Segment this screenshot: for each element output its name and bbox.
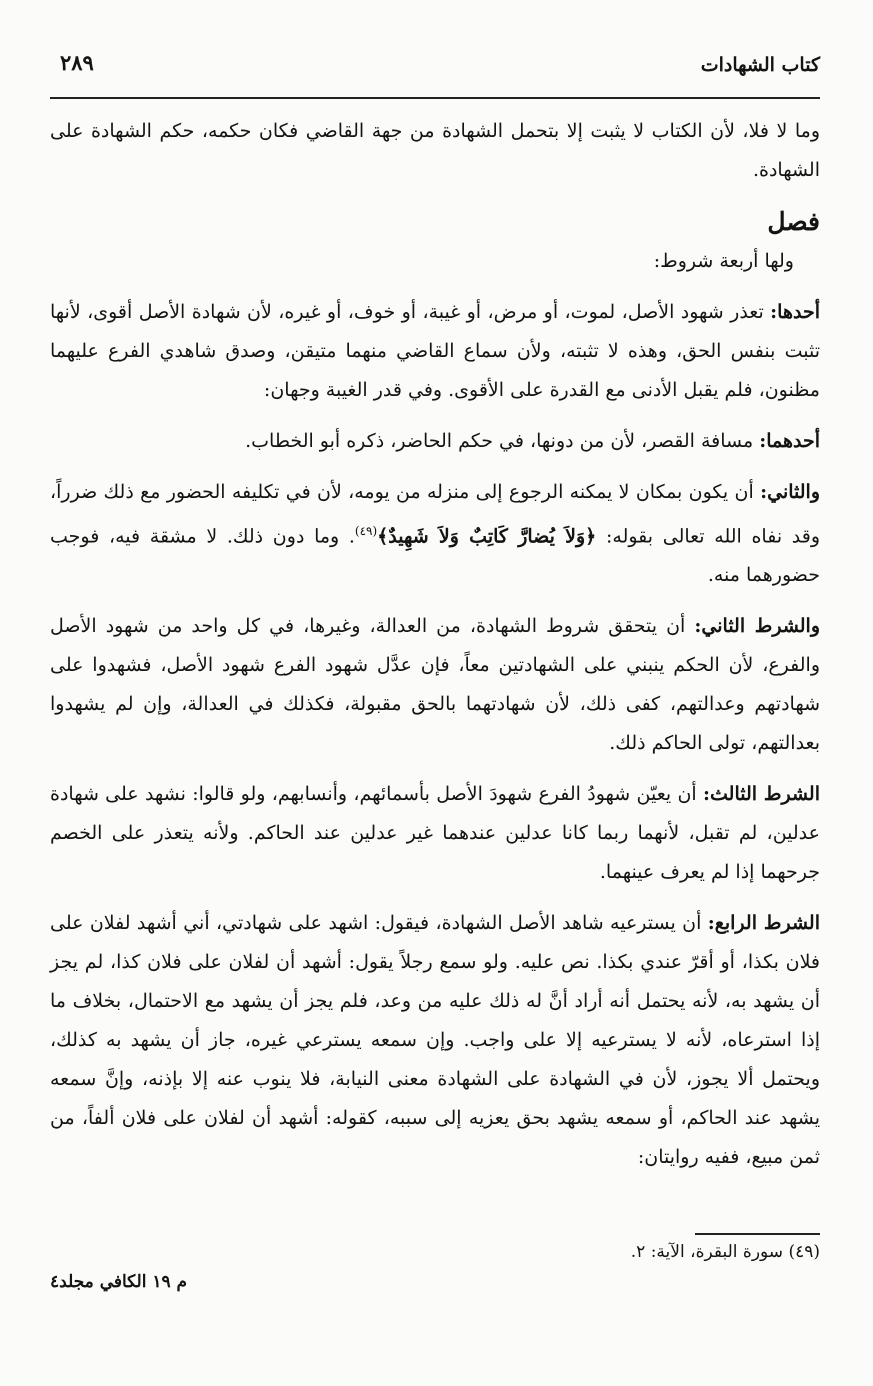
footnote-rule (695, 1233, 820, 1235)
paragraph-3 (50, 293, 820, 410)
footnote: (٤٩) سورة البقرة، الآية: ٢. (630, 1242, 820, 1262)
paragraph-5 (50, 473, 820, 595)
paragraph-text: أن يعيّن شهودُ الفرع شهودَ الأصل بأسمائهم، وأنسابهم، ولو قالوا: نشهد على شهادة عدلين، لم تقبل، لأنهما ربما كانا عدلين عندهما غير عدلين عند الحاكم. ولأنه يتعذر على الخصم جرحهما إذا لم يعرف عينهما. (50, 783, 820, 884)
paragraph-6 (50, 607, 820, 763)
paragraph-8 (50, 904, 820, 1177)
paragraph-text: مسافة القصر، لأن من دونها، في حكم الحاضر، ذكره أبو الخطاب. (245, 430, 760, 452)
page-number: ٢٨٩ (60, 50, 94, 75)
lead-term: الشرط الثالث: (703, 783, 820, 806)
paragraph-text: أن يتحقق شروط الشهادة، من العدالة، وغيرها، في كل واحد من شهود الأصل والفرع، لأن الحكم ينبني على الشهادتين معاً، فإن عدَّل شهود الفرع شهود الأصل، فشهدوا على شهادتهم وعدالتهم، كفى ذلك، لأن شهادتهما بالحق مقبولة، فكذلك في العدالة، وإن لم يشهدوا بعدالتهم، تولى الحاكم ذلك. (50, 615, 820, 755)
paragraph-4 (50, 422, 820, 461)
paragraph-text: تعذر شهود الأصل، لموت، أو مرض، أو غيبة، أو خوف، أو غيره، لأن شهادة الأصل أقوى، لأنها تثبت بنفس الحق، وهذه لا تثبته، ولأن سماع القاضي منهما متيقن، وصدق شاهدي الفرع عليهما مظنون، فلم يقبل الأدنى مع القدرة على الأقوى. وفي قدر الغيبة وجهان: (50, 301, 820, 401)
chapter-title: كتاب الشهادات (700, 54, 820, 76)
lead-term: والثاني: (760, 481, 820, 503)
page-body (50, 112, 820, 1189)
signature-mark: م ١٩ الكافي مجلد٤ (50, 1272, 188, 1292)
paragraph-7 (50, 775, 820, 892)
lead-term: الشرط الرابع: (707, 912, 820, 935)
paragraph-2: ولها أربعة شروط: (653, 250, 794, 272)
running-header (50, 40, 820, 90)
paragraph-1: وما لا فلا، لأن الكتاب لا يثبت إلا بتحمل الشهادة من جهة القاضي فكان حكمه، حكم الشهادة على الشهادة. (50, 120, 820, 181)
section-heading: فصل (767, 207, 820, 236)
footnote-ref: (٤٩) (354, 524, 378, 538)
paragraph-text: . وما دون ذلك. لا مشقة فيه، فوجب حضورهما منه. (50, 525, 820, 587)
lead-term: والشرط الثاني: (694, 615, 821, 638)
lead-term: أحدهما: (759, 430, 820, 452)
paragraph-text: أن يسترعيه شاهد الأصل الشهادة، فيقول: اشهد على شهادتي، أني أشهد لفلان على فلان بكذا، أو أقرّ عندي بكذا. نص عليه. ولو سمع رجلاً يقول: أشهد أن لفلان على فلان كذا، لم يجز أن يشهد به، لأنه يحتمل أنه أراد أنَّ له ذلك عليه من وعد، فلم يجز أن يشهد مع الاحتمال، بخلاف ما إذا استرعاه، لأنه لا يسترعيه إلا على واجب. وإن سمعه يسترعي غيره، جاز أن يشهد به كذلك، ويحتمل ألا يجوز، لأن في الشهادة على الشهادة معنى النيابة، فلا ينوب عنه إلا بإذنه، وإنَّ سمعه يشهد عند الحاكم، أو سمعه يشهد بحق يعزيه إلى سببه، كقوله: أشهد أن لفلان على فلان ألفاً، من ثمن مبيع، ففيه روايتان: (50, 912, 820, 1169)
header-rule (50, 97, 820, 99)
quran-verse: ﴿وَلاَ يُضارَّ كَاتِبٌ وَلاَ شَهِيدٌ﴾ (377, 525, 597, 548)
paragraph-text: أن يكون بمكان لا يمكنه الرجوع إلى منزله من يومه، لأن في تكليفه الحضور مع ذلك ضرراً، وقد نفاه الله تعالى بقوله: (50, 481, 821, 548)
lead-term: أحدها: (770, 301, 820, 323)
book-page (50, 40, 820, 1360)
